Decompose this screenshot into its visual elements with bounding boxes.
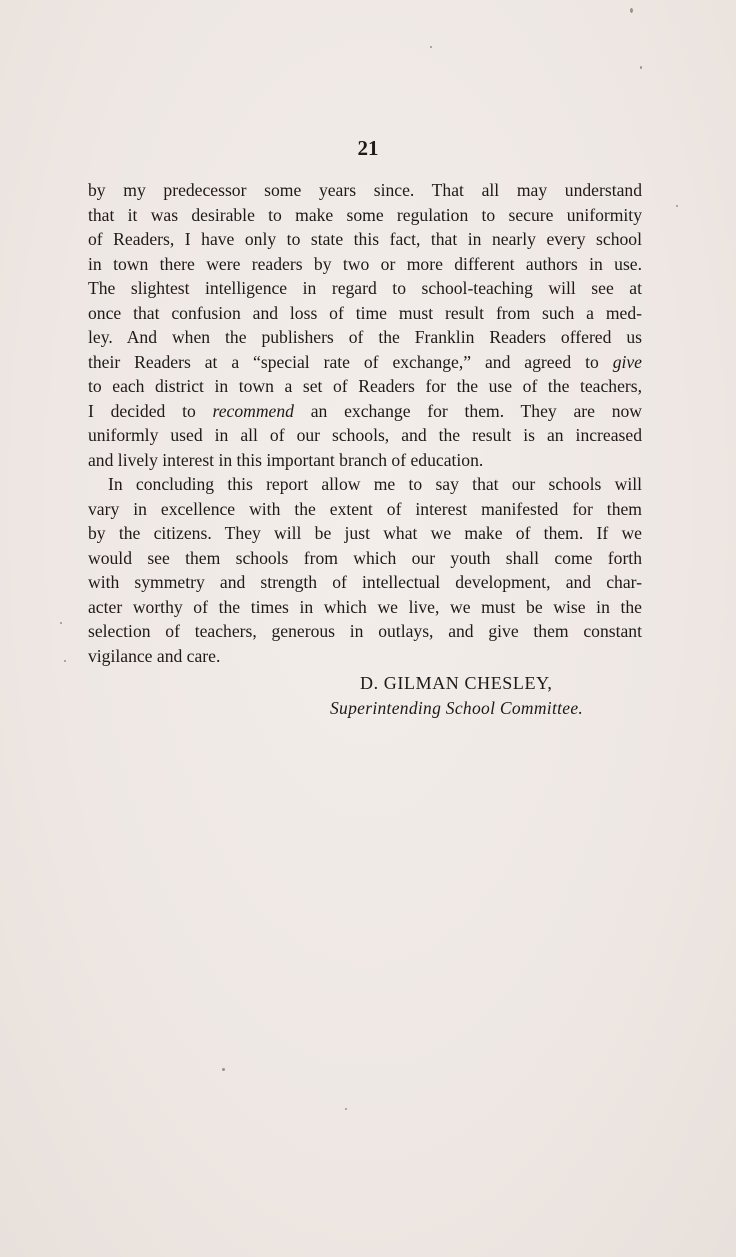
text-line: acter worthy of the times in which we live, we must be wise in the bbox=[88, 596, 642, 617]
text-line: and lively interest in this important branch of education. bbox=[88, 449, 484, 470]
page-number: 21 bbox=[357, 136, 379, 160]
paper-speck bbox=[222, 1068, 225, 1071]
text-line: that it was desirable to make some regulation to secure uniformity bbox=[88, 204, 642, 225]
paper-speck bbox=[64, 660, 66, 662]
text-line: to each district in town a set of Readers for the use of the teachers, bbox=[88, 376, 642, 396]
text-line: In concluding this report allow me to say that our schools will bbox=[108, 474, 642, 494]
text-line: by my predecessor some years since. That all may understand bbox=[88, 180, 642, 200]
text-line: in town there were readers by two or more different authors in use. bbox=[88, 253, 642, 274]
text-line: with symmetry and strength of intellectual development, and char- bbox=[88, 572, 642, 592]
text-line-end: an exchange for them. They are now bbox=[293, 400, 642, 421]
paper-speck bbox=[345, 1108, 347, 1110]
text-line bbox=[88, 399, 642, 424]
text-line-start: I decided to bbox=[88, 400, 213, 421]
text-line-start: their Readers at a “special rate of exchange,” and agreed to bbox=[88, 351, 613, 372]
text-line: ley. And when the publishers of the Franklin Readers offered us bbox=[88, 327, 642, 347]
text-line: selection of teachers, generous in outlays, and give them constant bbox=[88, 621, 642, 641]
text-line bbox=[88, 350, 642, 375]
signature-title: Superintending School Committee. bbox=[330, 698, 584, 718]
paper-speck bbox=[630, 8, 633, 13]
text-line: of Readers, I have only to state this fact, that in nearly every school bbox=[88, 229, 642, 249]
text-line: vigilance and care. bbox=[88, 645, 221, 666]
body-text bbox=[88, 178, 642, 668]
text-line: by the citizens. They will be just what we make of them. If we bbox=[88, 523, 642, 543]
paragraph-1 bbox=[88, 178, 642, 472]
text-line: once that confusion and loss of time must result from such a med- bbox=[88, 302, 642, 323]
italic-word-recommend: recommend bbox=[212, 400, 294, 421]
text-line: The slightest intelligence in regard to school-teaching will see at bbox=[88, 278, 642, 298]
text-line: would see them schools from which our youth shall come forth bbox=[88, 547, 642, 568]
signature-name: D. GILMAN CHESLEY, bbox=[360, 673, 553, 693]
paper-speck bbox=[430, 46, 432, 48]
paper-speck bbox=[676, 205, 678, 207]
paragraph-2 bbox=[88, 472, 642, 668]
paper-speck bbox=[60, 622, 62, 624]
signature-block bbox=[330, 670, 646, 720]
text-line: uniformly used in all of our schools, and the result is an increased bbox=[88, 425, 642, 445]
paper-speck bbox=[640, 66, 642, 69]
italic-word-give: give bbox=[612, 351, 642, 372]
text-line: vary in excellence with the extent of interest manifested for them bbox=[88, 498, 642, 519]
